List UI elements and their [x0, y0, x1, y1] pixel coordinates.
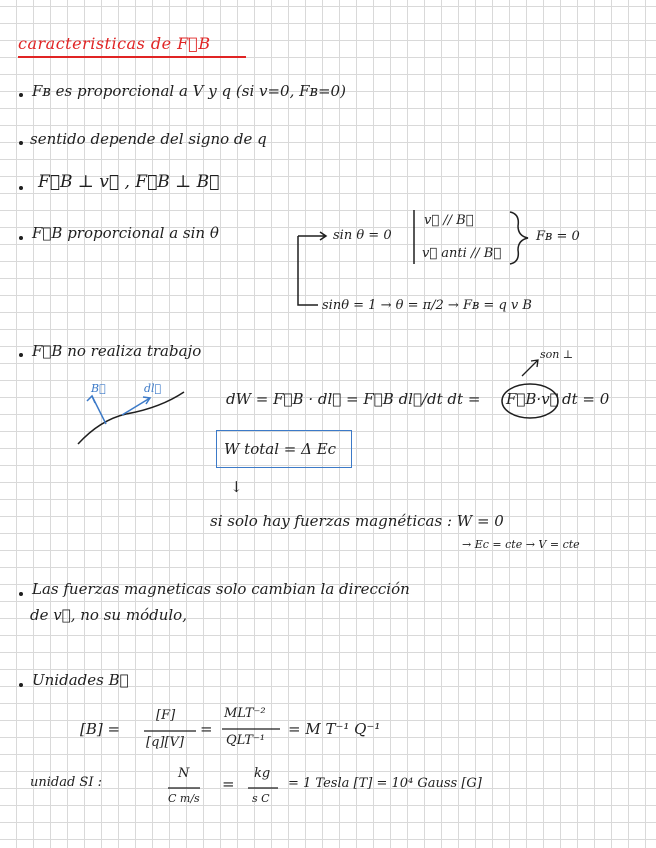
branch-bracket	[298, 236, 318, 305]
si-label: unidad SI :	[30, 775, 102, 790]
mlt-numerator: MLT⁻²	[224, 706, 266, 721]
item-proportional: Fʙ es proporcional a V y q (si v=0, Fʙ=0)	[32, 82, 346, 100]
perpendicular-annotation: son ⊥	[540, 348, 574, 361]
si-eq3: =	[222, 775, 235, 793]
si-numerator: N	[178, 766, 190, 781]
direction-continuation: de v⃗, no su módulo,	[30, 606, 187, 624]
work-equation-end: dt = 0	[562, 390, 610, 408]
circled-dot-product: F⃗B·v⃗	[506, 390, 559, 408]
total-work-formula: W total = Δ Ec	[224, 440, 337, 458]
sin-zero-case: sin θ = 0	[333, 228, 392, 243]
work-equation: dW = F⃗B · dl⃗ = F⃗B dl⃗/dt dt =	[226, 390, 481, 408]
right-brace	[510, 212, 528, 264]
si-denominator: C m/s	[168, 792, 200, 805]
magnetic-only-conclusion: si solo hay fuerzas magnéticas : W = 0	[210, 512, 504, 530]
item-direction-change: Las fuerzas magneticas solo cambian la dirección	[32, 580, 410, 598]
dim-numerator: [F]	[156, 708, 176, 723]
energy-consequence: → Ec = cte → V = cte	[462, 538, 580, 551]
kg-numerator: kg	[254, 766, 271, 781]
sketch-label-b: B⃗	[91, 382, 106, 395]
annotation-arrow	[522, 360, 538, 376]
dim-lhs: [B] =	[80, 720, 121, 738]
item-no-work: F⃗B no realiza trabajo	[32, 342, 202, 360]
sketch-label-dl: dl⃗	[144, 382, 162, 395]
item-sin-proportional: F⃗B proporcional a sin θ	[32, 224, 219, 242]
dim-eq2: = M T⁻¹ Q⁻¹	[288, 720, 381, 738]
item-perpendicular: F⃗B ⊥ v⃗ , F⃗B ⊥ B⃗	[38, 172, 220, 192]
item-direction-sign: sentido depende del signo de q	[30, 130, 267, 148]
kg-denominator: s C	[252, 792, 270, 805]
page-title: caracteristicas de F⃗B	[18, 34, 211, 53]
case-parallel: v⃗ // B⃗	[424, 213, 474, 228]
item-units: Unidades B⃗	[32, 671, 129, 689]
branch-arrow-top	[298, 232, 326, 240]
dim-denominator: [q][V]	[146, 735, 184, 750]
tesla-definition: = 1 Tesla [T] = 10⁴ Gauss [G]	[288, 776, 482, 791]
sin-one-case: sinθ = 1 → θ = π/2 → Fʙ = q v B	[322, 298, 532, 313]
case-antiparallel: v⃗ anti // B⃗	[422, 246, 502, 261]
mlt-denominator: QLT⁻¹	[226, 733, 265, 748]
dot-product-circle	[502, 384, 558, 418]
dim-eq1: =	[200, 720, 213, 738]
down-arrow: ↓	[230, 478, 243, 496]
zero-force-result: Fʙ = 0	[536, 229, 580, 244]
